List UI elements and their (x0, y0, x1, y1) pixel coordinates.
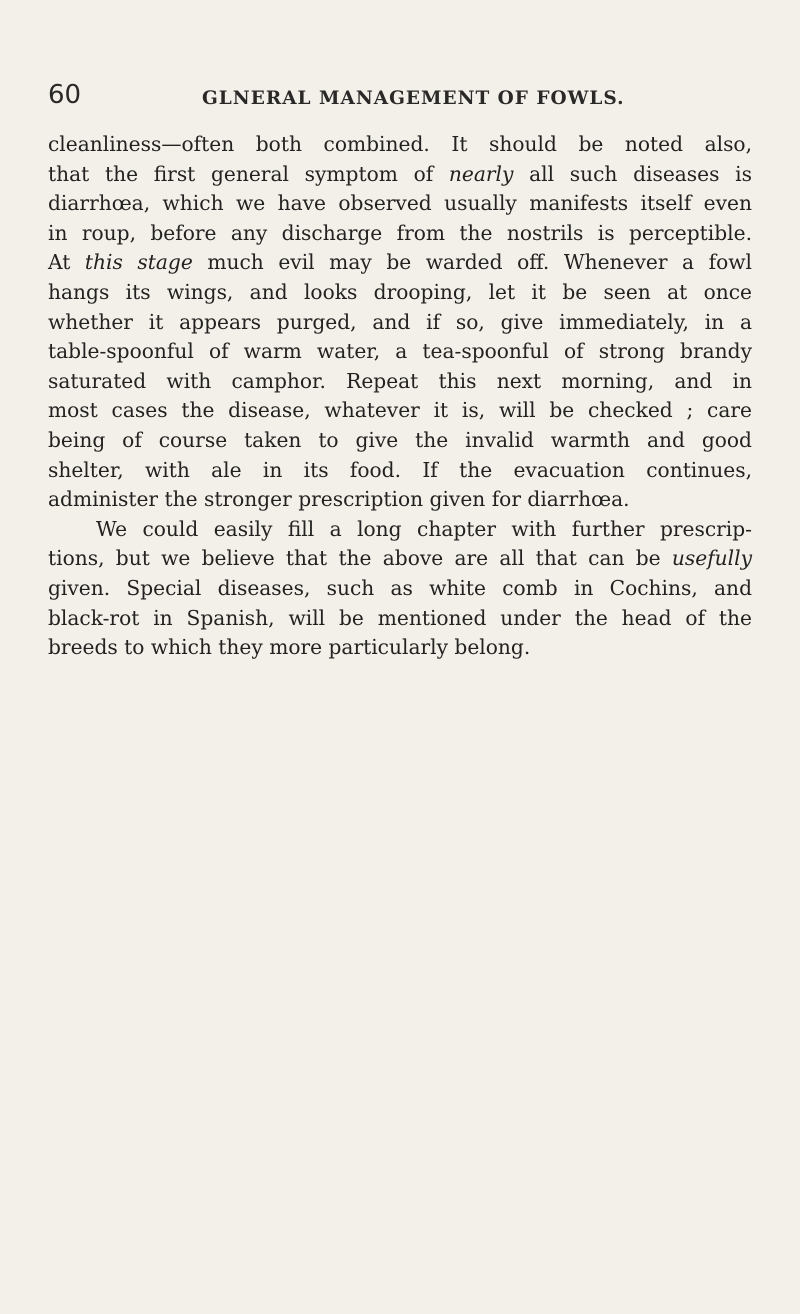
text-segment: table-spoonful of warm water, a tea-spoonful of strong brandy (48, 339, 752, 364)
running-title: GLNERAL MANAGEMENT OF FOWLS. (202, 88, 625, 109)
text-line (48, 574, 752, 604)
text-segment: administer the stronger prescription given for diarrhœa. (48, 487, 630, 512)
text-segment: black-rot in Spanish, will be mentioned under the head of the (48, 605, 752, 630)
text-line (48, 396, 752, 426)
text-segment: shelter, with ale in its food. If the evacuation continues, (48, 457, 752, 482)
text-segment: most cases the disease, whatever it is, will be checked ; care (48, 398, 752, 423)
text-segment: much evil may be warded off. Whenever a fowl (192, 250, 752, 275)
text-line (48, 633, 752, 663)
italic-text: usefully (671, 546, 752, 571)
text-line (48, 160, 752, 190)
text-line (48, 456, 752, 486)
text-line (48, 248, 752, 278)
page-number: 60 (48, 80, 82, 110)
text-segment: cleanliness—often both combined. It should be noted also, (48, 132, 752, 156)
text-line (48, 278, 752, 308)
text-line (48, 308, 752, 338)
text-segment: breeds to which they more particularly belong. (48, 635, 531, 660)
body-text (48, 130, 752, 663)
text-segment: in roup, before any discharge from the nostrils is perceptible. (48, 220, 752, 245)
text-line (48, 485, 752, 515)
text-line (48, 367, 752, 397)
text-segment: diarrhœa, which we have observed usually manifests itself even (48, 191, 752, 216)
text-segment: that the first general symptom of (48, 161, 449, 186)
text-line (48, 130, 752, 160)
text-line (48, 337, 752, 367)
text-line (48, 219, 752, 249)
text-segment: tions, but we believe that the above are all that can be (48, 546, 672, 571)
text-line (48, 515, 752, 545)
text-segment: given. Special diseases, such as white comb in Cochins, and (48, 575, 752, 600)
text-segment: being of course taken to give the invalid warmth and good (48, 427, 752, 452)
text-line (48, 544, 752, 574)
text-segment: saturated with camphor. Repeat this next morning, and in (48, 368, 752, 393)
text-line (48, 189, 752, 219)
text-segment: We could easily fill a long chapter with further prescrip- (96, 516, 752, 541)
text-segment: all such diseases is (513, 161, 752, 186)
text-line (48, 426, 752, 456)
italic-text: this stage (84, 250, 193, 275)
text-segment: whether it appears purged, and if so, give immediately, in a (48, 309, 752, 334)
italic-text: nearly (448, 161, 514, 186)
running-head (0, 80, 800, 120)
text-line (48, 604, 752, 634)
text-segment: hangs its wings, and looks drooping, let it be seen at once (48, 279, 752, 304)
text-segment: At (48, 250, 85, 275)
